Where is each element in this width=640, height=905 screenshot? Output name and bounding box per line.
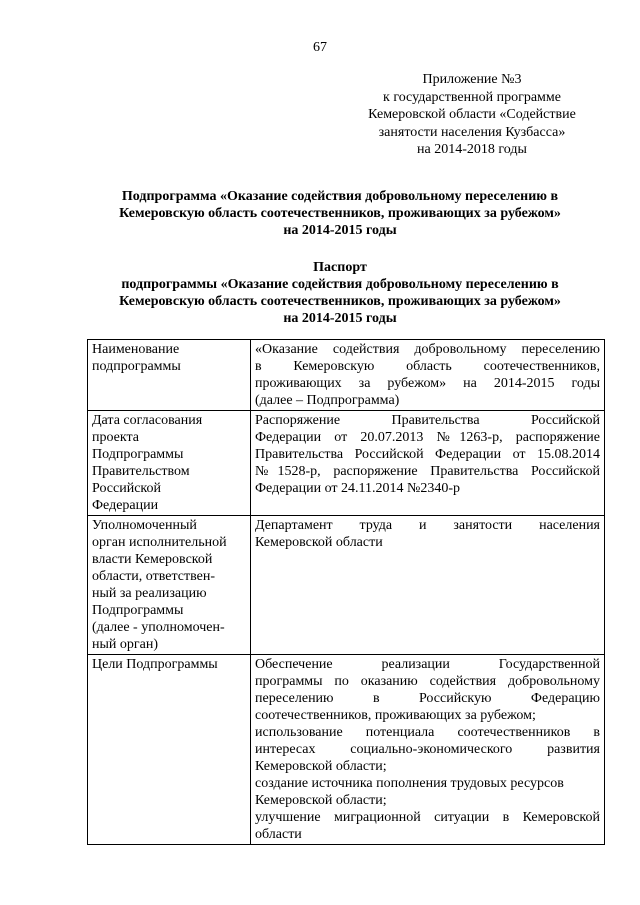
- row-label-cell: [88, 655, 251, 845]
- appendix-line: на 2014-2018 годы: [417, 142, 527, 157]
- label-line: Федерации: [92, 498, 159, 513]
- value-line: Кемеровской области;: [255, 759, 387, 774]
- label-line: Наименование: [92, 342, 180, 357]
- value-line: «Оказание содействия добровольному переселению: [255, 342, 600, 357]
- value-line: Федерации от 24.11.2014 №2340-р: [255, 481, 461, 496]
- value-line: №1528-р, распоряжение Правительства Российской: [255, 464, 600, 479]
- table-row: [88, 516, 605, 655]
- label-line: Цели Подпрограммы: [92, 657, 218, 672]
- row-value-cell: [251, 655, 605, 845]
- appendix-line: занятости населения Кузбасса»: [378, 124, 566, 140]
- row-label-cell: [88, 411, 251, 516]
- row-value-cell: [251, 340, 605, 411]
- appendix-line: Приложение №3: [422, 72, 522, 87]
- page-number: 67: [313, 40, 327, 55]
- label-line: Дата согласования: [92, 413, 203, 428]
- value-line: Обеспечение реализации Государственной: [255, 657, 600, 672]
- value-line: интересах социально-экономического развития: [255, 742, 600, 757]
- label-line: Подпрограммы: [92, 447, 184, 462]
- subprogram-title-line: на 2014-2015 годы: [283, 223, 397, 238]
- passport-heading-line: на 2014-2015 годы: [283, 311, 397, 326]
- subprogram-title-line: Подпрограмма «Оказание содействия добровольному переселению в: [121, 189, 559, 204]
- table-row: [88, 340, 605, 411]
- label-line: Правительством: [92, 464, 190, 479]
- appendix-line: Кемеровской области «Содействие: [368, 107, 576, 122]
- passport-heading: [60, 259, 620, 327]
- table-row: [88, 411, 605, 516]
- value-line: переселению в Российскую Федерацию: [255, 691, 600, 706]
- value-line: программы по оказанию содействия добровольному: [255, 674, 600, 689]
- value-line: (далее – Подпрограмма): [255, 393, 400, 408]
- subprogram-title-line: Кемеровскую область соотечественников, проживающих за рубежом»: [119, 206, 561, 221]
- label-line: Российской: [92, 481, 161, 496]
- label-line: проекта: [92, 430, 139, 445]
- value-line: в Кемеровскую область соотечественников,: [255, 359, 600, 374]
- label-line: ный орган): [92, 637, 159, 652]
- value-line: Департамент труда и занятости населения: [255, 518, 600, 533]
- appendix-line: к государственной программе: [383, 89, 561, 105]
- label-line: (далее - уполномочен-: [92, 620, 225, 635]
- value-line: Правительства Российской Федерации от 15.08.2014: [255, 447, 600, 462]
- label-line: ный за реализацию: [92, 586, 207, 601]
- label-line: орган исполнительной: [92, 535, 227, 550]
- value-line: создание источника пополнения трудовых ресурсов: [255, 776, 564, 791]
- value-line: Кемеровской области;: [255, 793, 387, 808]
- label-line: Уполномоченный: [92, 518, 197, 533]
- appendix-note: [352, 71, 592, 159]
- passport-heading-line: подпрограммы «Оказание содействия добровольному переселению в: [121, 277, 559, 292]
- row-label-cell: [88, 340, 251, 411]
- row-label-cell: [88, 516, 251, 655]
- row-value-cell: [251, 516, 605, 655]
- passport-heading-line: Кемеровскую область соотечественников, проживающих за рубежом»: [119, 294, 561, 309]
- label-line: области, ответствен-: [92, 569, 215, 584]
- row-value-cell: [251, 411, 605, 516]
- table-row: [88, 655, 605, 845]
- passport-heading-line: Паспорт: [313, 260, 367, 275]
- value-line: соотечественников, проживающих за рубежом;: [255, 708, 536, 723]
- label-line: подпрограммы: [92, 359, 181, 374]
- value-line: улучшение миграционной ситуации в Кемеровской: [255, 810, 600, 825]
- value-line: использование потенциала соотечественников в: [255, 725, 600, 740]
- value-line: Распоряжение Правительства Российской: [255, 413, 600, 428]
- value-line: проживающих за рубежом» на 2014-2015 годы: [255, 376, 600, 391]
- label-line: власти Кемеровской: [92, 552, 213, 567]
- value-line: Федерации от 20.07.2013 №1263-р, распоряжение: [255, 430, 600, 445]
- subprogram-title: [60, 188, 620, 239]
- value-line: Кемеровской области: [255, 535, 383, 550]
- label-line: Подпрограммы: [92, 603, 184, 618]
- passport-table: [87, 339, 605, 845]
- value-line: области: [255, 827, 302, 842]
